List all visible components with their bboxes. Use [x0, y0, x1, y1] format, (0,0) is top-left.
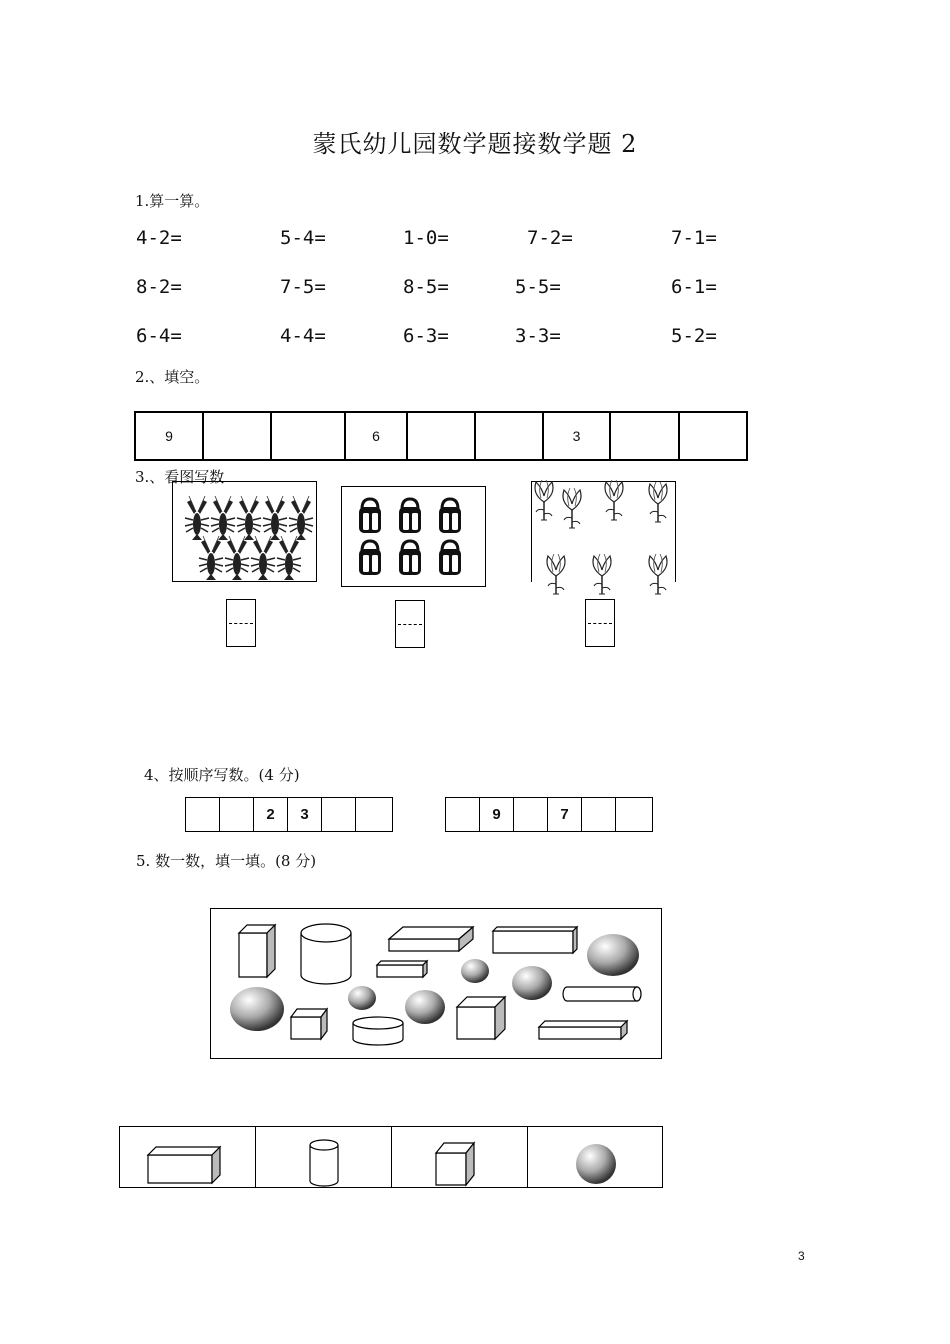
answer-box[interactable]: [395, 600, 425, 648]
sequence-group-b: [445, 797, 653, 832]
picture-bags: [341, 486, 486, 587]
equation: 4-4=: [280, 325, 326, 347]
sphere-icon: [528, 1127, 662, 1187]
equation: 8-2=: [136, 276, 182, 298]
equation: 8-5=: [403, 276, 449, 298]
equation: 6-4=: [136, 325, 182, 347]
sequence-cell[interactable]: [186, 798, 220, 831]
q1-heading: 1.算一算。: [135, 192, 210, 210]
equation: 6-3=: [403, 325, 449, 347]
picture-lobsters: [172, 481, 317, 582]
sequence-cell[interactable]: 3: [288, 798, 322, 831]
answer-box[interactable]: [226, 599, 256, 647]
blank-cell[interactable]: [272, 413, 346, 459]
blank-cell[interactable]: 3: [544, 413, 611, 459]
q5-heading: 5. 数一数，填一填。(8 分): [136, 852, 317, 870]
sequence-cell[interactable]: [582, 798, 616, 831]
sequence-group-a: [185, 797, 393, 832]
blank-cell[interactable]: [611, 413, 680, 459]
bag-icons: [342, 487, 484, 585]
sequence-cell[interactable]: 7: [548, 798, 582, 831]
blank-cell[interactable]: [204, 413, 272, 459]
cube-cell[interactable]: [392, 1127, 528, 1187]
sequence-cell[interactable]: 2: [254, 798, 288, 831]
sequence-cell[interactable]: [514, 798, 548, 831]
cylinder-icon: [256, 1127, 391, 1187]
equation: 7-5=: [280, 276, 326, 298]
mixed-shapes: [211, 909, 661, 1057]
sequence-cell[interactable]: [616, 798, 650, 831]
cylinder-cell[interactable]: [256, 1127, 392, 1187]
blank-cell[interactable]: [408, 413, 476, 459]
sequence-cell[interactable]: [446, 798, 480, 831]
answer-box[interactable]: [585, 599, 615, 647]
blank-cell[interactable]: 6: [346, 413, 408, 459]
cube-icon: [392, 1127, 527, 1187]
equation: 5-2=: [671, 325, 717, 347]
blank-cell[interactable]: [476, 413, 544, 459]
equation: 1-0=: [403, 227, 449, 249]
q3-heading: 3.、看图写数: [135, 468, 225, 486]
equation: 5-4=: [280, 227, 326, 249]
fill-blank-row: [134, 411, 748, 461]
q2-heading: 2.、填空。: [135, 368, 210, 386]
sequence-cell[interactable]: 9: [480, 798, 514, 831]
equation: 5-5=: [515, 276, 561, 298]
sequence-cell[interactable]: [356, 798, 390, 831]
blank-cell[interactable]: 9: [136, 413, 204, 459]
picture-flowers: [531, 481, 676, 582]
equation: 7-2=: [527, 227, 573, 249]
shape-count-table: [119, 1126, 663, 1188]
sphere-cell[interactable]: [528, 1127, 662, 1187]
q4-heading: 4、按顺序写数。(4 分): [144, 766, 300, 784]
page-number: 3: [798, 1249, 805, 1263]
shapes-picture: [210, 908, 662, 1059]
lobster-icons: [173, 482, 315, 580]
sequence-cell[interactable]: [322, 798, 356, 831]
cuboid-icon: [120, 1127, 255, 1187]
equation: 3-3=: [515, 325, 561, 347]
blank-cell[interactable]: [680, 413, 746, 459]
sequence-cell[interactable]: [220, 798, 254, 831]
equation: 7-1=: [671, 227, 717, 249]
page-title: 蒙氏幼儿园数学题接数学题 2: [312, 130, 638, 158]
equation: 4-2=: [136, 227, 182, 249]
equation: 6-1=: [671, 276, 717, 298]
cuboid-cell[interactable]: [120, 1127, 256, 1187]
flower-icons: [532, 482, 678, 606]
